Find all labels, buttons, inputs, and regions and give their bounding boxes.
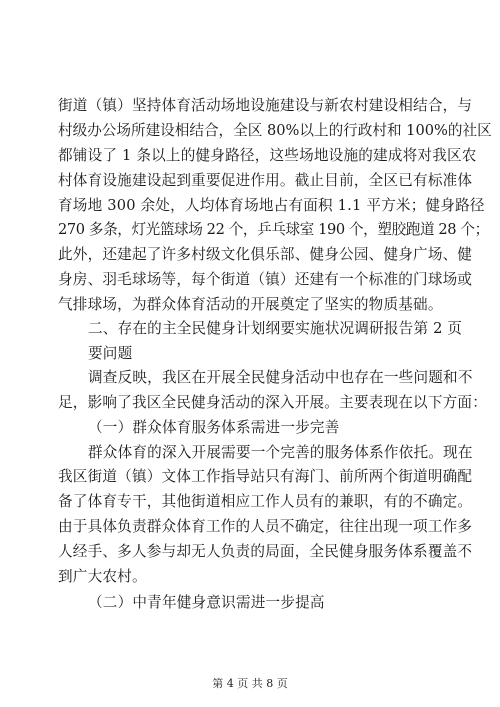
- body-line: 育场地 300 余处，人均体育场地占有面积 1.1 平方米；健身路径: [58, 197, 485, 214]
- body-line: 街道（镇）坚持体育活动场地设施建设与新农村建设相结合，与: [58, 97, 473, 114]
- body-line: 调查反映，我区在开展全民健身活动中也存在一些问题和不: [88, 369, 473, 386]
- body-line: 气排球场，为群众体育活动的开展奠定了坚实的物质基础。: [58, 296, 443, 313]
- body-line: 身房、羽毛球场等，每个街道（镇）还建有一个标准的门球场或: [58, 271, 473, 288]
- section-heading: 二、存在的主全民健身计划纲要实施状况调研报告第 2 页: [88, 320, 463, 337]
- body-line: 村级办公场所建设相结合，全区 80%以上的行政村和 100%的社区: [58, 122, 492, 139]
- subsection-heading: （二）中青年健身意识需进一步提高: [88, 594, 325, 611]
- body-line: 由于具体负责群众体育工作的人员不确定，往往出现一项工作多: [58, 518, 473, 535]
- body-line: 到广大农村。: [58, 568, 147, 585]
- body-line: 270 多条，灯光篮球场 22 个，乒乓球室 190 个，塑胶跑道 28 个；: [58, 221, 489, 238]
- body-line: 此外，还建起了许多村级文化俱乐部、健身公园、健身广场、健: [58, 246, 473, 263]
- body-line: 群众体育的深入开展需要一个完善的服务体系作依托。现在: [88, 444, 473, 461]
- body-line: 备了体育专干，其他街道相应工作人员有的兼职，有的不确定。: [58, 493, 473, 510]
- body-line: 我区街道（镇）文体工作指导站只有海门、前所两个街道明确配: [58, 468, 473, 485]
- body-line: 都铺设了 1 条以上的健身路径，这些场地设施的建成将对我区农: [58, 147, 477, 164]
- body-line: 足，影响了我区全民健身活动的深入开展。主要表现在以下方面：: [58, 394, 488, 411]
- section-heading-continuation: 要问题: [88, 345, 133, 362]
- subsection-heading: （一）群众体育服务体系需进一步完善: [88, 419, 340, 436]
- body-line: 人经手、多人参与却无人负责的局面，全民健身服务体系覆盖不: [58, 543, 473, 560]
- page-number-footer: 第 4 页 共 8 页: [212, 677, 288, 690]
- body-line: 村体育设施建设起到重要促进作用。截止目前，全区已有标准体: [58, 172, 473, 189]
